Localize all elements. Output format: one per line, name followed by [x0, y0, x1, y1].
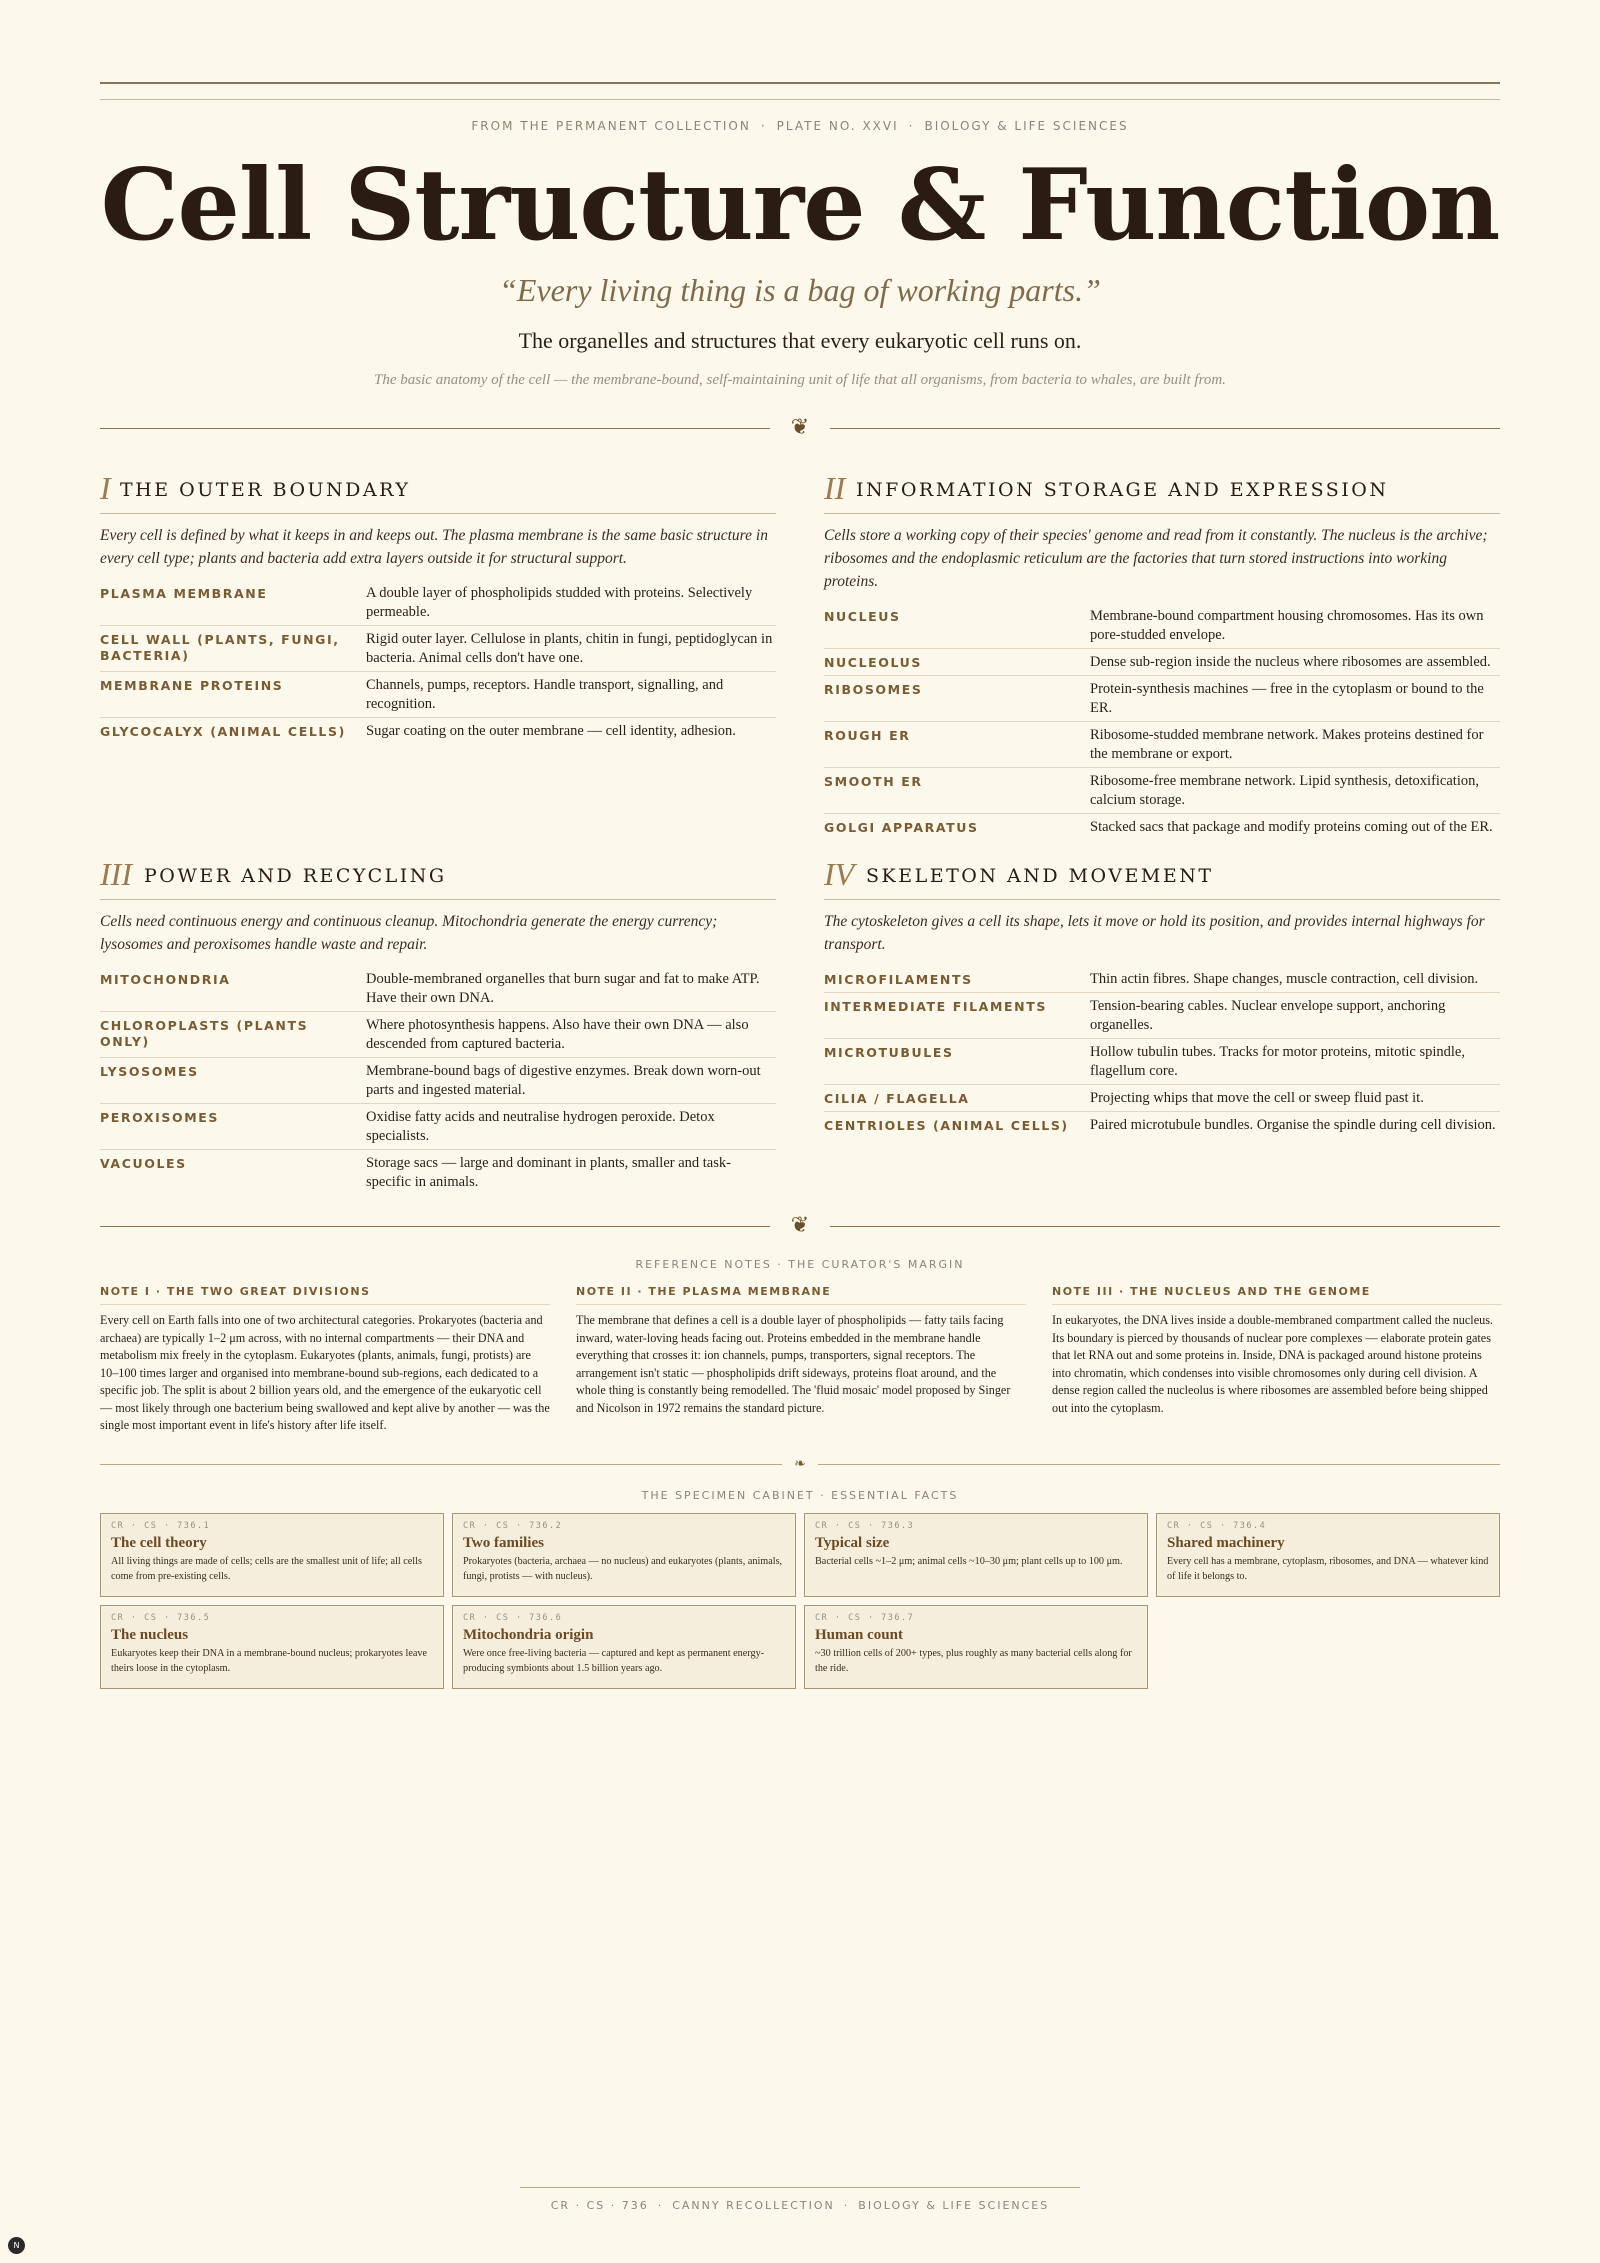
section-numeral: I: [100, 470, 111, 506]
ornament-divider: [100, 414, 1500, 444]
definition-row: [824, 1085, 1500, 1112]
card-description: Eukaryotes keep their DNA in a membrane-bound nucleus; prokaryotes leave theirs loose in the cytoplasm.: [111, 1648, 427, 1674]
definition-row: [824, 1112, 1500, 1138]
card-title: The nucleus: [111, 1627, 189, 1643]
term: ROUGH ER: [824, 728, 911, 743]
definition-row: [100, 626, 776, 672]
epigraph: “Every living thing is a bag of working parts.”: [499, 272, 1101, 308]
term: CELL WALL (PLANTS, FUNGI, BACTERIA): [100, 632, 340, 663]
term: RIBOSOMES: [824, 682, 923, 697]
definition: Tension-bearing cables. Nuclear envelope support, anchoring organelles.: [1090, 998, 1446, 1033]
note-heading: NOTE I · THE TWO GREAT DIVISIONS: [100, 1285, 550, 1305]
footer-subject: BIOLOGY & LIFE SCIENCES: [858, 2199, 1050, 2212]
term: GLYCOCALYX (ANIMAL CELLS): [100, 724, 346, 739]
note-nucleus-genome: [1052, 1285, 1502, 1417]
definition: Channels, pumps, receptors. Handle transport, signalling, and recognition.: [366, 677, 724, 712]
definition: Ribosome-studded membrane network. Makes proteins destined for the membrane or export.: [1090, 727, 1484, 762]
section-intro: Every cell is defined by what it keeps in and keeps out. The plasma membrane is the same basic structure in every cell type; plants and bacteria add extra layers outside it for structural support.: [100, 527, 768, 567]
term: MICROFILAMENTS: [824, 972, 973, 987]
term: MICROTUBULES: [824, 1045, 954, 1060]
definition-list: [100, 580, 776, 744]
fact-card: [804, 1605, 1148, 1689]
definition: Hollow tubulin tubes. Tracks for motor proteins, mitotic spindle, flagellum core.: [1090, 1044, 1465, 1079]
section-intro: Cells store a working copy of their species' genome and read from it constantly. The nucleus is the archive; ribosomes and the endoplasmic reticulum are the factories that turn stored instructions into working proteins.: [824, 527, 1488, 590]
footer-publisher: CANNY RECOLLECTION: [672, 2199, 835, 2212]
section-numeral: IV: [824, 856, 855, 892]
footer-rule: [520, 2187, 1080, 2188]
notes-kicker: REFERENCE NOTES · THE CURATOR'S MARGIN: [635, 1258, 965, 1271]
card-code: CR · CS · 736.4: [1167, 1521, 1267, 1531]
definition-row: [824, 814, 1500, 840]
definition-row: [100, 1012, 776, 1058]
note-plasma-membrane: [576, 1285, 1026, 1417]
definition-row: [100, 966, 776, 1012]
term: PLASMA MEMBRANE: [100, 586, 268, 601]
card-code: CR · CS · 736.6: [463, 1613, 563, 1623]
card-description: Every cell has a membrane, cytoplasm, ribosomes, and DNA — whatever kind of life it belongs to.: [1167, 1556, 1489, 1582]
page-title: Cell Structure & Function: [100, 148, 1500, 263]
definition-row: [824, 966, 1500, 993]
corner-badge-icon[interactable]: N: [8, 2237, 25, 2254]
definition: Protein-synthesis machines — free in the cytoplasm or bound to the ER.: [1090, 681, 1484, 716]
term: GOLGI APPARATUS: [824, 820, 979, 835]
lede: The basic anatomy of the cell — the membrane-bound, self-maintaining unit of life that all organisms, from bacteria to whales, are built from.: [374, 372, 1226, 388]
section-header: [100, 854, 776, 900]
definition: Sugar coating on the outer membrane — cell identity, adhesion.: [366, 723, 736, 739]
definition: Thin actin fibres. Shape changes, muscle contraction, cell division.: [1090, 971, 1479, 987]
cabinet-kicker: THE SPECIMEN CABINET · ESSENTIAL FACTS: [641, 1489, 959, 1502]
term: CENTRIOLES (ANIMAL CELLS): [824, 1118, 1069, 1133]
definition: Membrane-bound bags of digestive enzymes. Break down worn-out parts and ingested material.: [366, 1063, 761, 1098]
term: MITOCHONDRIA: [100, 972, 231, 987]
fact-card: [452, 1605, 796, 1689]
term: MEMBRANE PROTEINS: [100, 678, 284, 693]
poster: [100, 0, 1500, 2263]
top-rule-thin: [100, 99, 1500, 100]
definition-row: [100, 718, 776, 744]
section-header: [100, 468, 776, 514]
definition-row: [824, 722, 1500, 768]
term: NUCLEUS: [824, 609, 901, 624]
fact-card: [100, 1605, 444, 1689]
term: SMOOTH ER: [824, 774, 923, 789]
term: INTERMEDIATE FILAMENTS: [824, 999, 1047, 1014]
definition: Projecting whips that move the cell or sweep fluid past it.: [1090, 1090, 1424, 1106]
section-information-storage: [824, 468, 1500, 840]
section-title: THE OUTER BOUNDARY: [120, 479, 411, 501]
section-title: POWER AND RECYCLING: [144, 865, 447, 887]
fleuron-icon: ❦: [790, 415, 810, 440]
definition: Membrane-bound compartment housing chromosomes. Has its own pore-studded envelope.: [1090, 608, 1484, 643]
card-description: All living things are made of cells; cells are the smallest unit of life; all cells come from pre-existing cells.: [111, 1556, 422, 1582]
definition-row: [100, 672, 776, 718]
kicker-collection: FROM THE PERMANENT COLLECTION: [471, 119, 751, 133]
footer: CR · CS · 736 · CANNY RECOLLECTION · BIOLOGY & LIFE SCIENCES: [550, 2199, 1050, 2212]
section-title: SKELETON AND MOVEMENT: [866, 865, 1214, 887]
card-code: CR · CS · 736.5: [111, 1613, 211, 1623]
definition: Oxidise fatty acids and neutralise hydrogen peroxide. Detox specialists.: [366, 1109, 715, 1144]
fact-card: [1156, 1513, 1500, 1597]
definition-list: [824, 603, 1500, 840]
definition-row: [100, 1104, 776, 1150]
section-intro: Cells need continuous energy and continuous cleanup. Mitochondria generate the energy currency; lysosomes and peroxisomes handle waste and repair.: [100, 913, 718, 953]
section-numeral: III: [100, 856, 132, 892]
section-power-recycling: [100, 854, 776, 1195]
term: VACUOLES: [100, 1156, 187, 1171]
term: PEROXISOMES: [100, 1110, 220, 1125]
section-numeral: II: [824, 470, 846, 506]
term: CILIA / FLAGELLA: [824, 1091, 970, 1106]
kicker-plate: PLATE NO. XXVI: [776, 119, 899, 133]
definition-row: [824, 993, 1500, 1039]
fact-card: [804, 1513, 1148, 1597]
definition-list: [824, 966, 1500, 1138]
small-ornament-divider: [100, 1455, 1500, 1475]
card-title: Mitochondria origin: [463, 1627, 594, 1643]
definition-row: [824, 603, 1500, 649]
definition: Double-membraned organelles that burn sugar and fat to make ATP. Have their own DNA.: [366, 971, 760, 1006]
card-description: Bacterial cells ~1–2 μm; animal cells ~10–30 μm; plant cells up to 100 μm.: [815, 1556, 1123, 1567]
note-body: The membrane that defines a cell is a double layer of phospholipids — fatty tails facing inward, water-loving heads facing out. Proteins embedded in the membrane handle everything that crosses it: ion channels, pumps, transporters, signal receptors. The arrangement isn't static — phospholipids drift sideways, proteins float around, and the whole thing is constantly being remodelled. The 'fluid mosaic' model proposed by Singer and Nicolson in 1972 remains the standard picture.: [576, 1313, 1011, 1415]
note-heading: NOTE III · THE NUCLEUS AND THE GENOME: [1052, 1285, 1502, 1305]
footer-code: CR · CS · 736: [550, 2199, 649, 2212]
section-outer-boundary: [100, 468, 776, 744]
fleuron-icon: ❦: [790, 1213, 810, 1238]
definition-row: [100, 1058, 776, 1104]
definition: Rigid outer layer. Cellulose in plants, chitin in fungi, peptidoglycan in bacteria. Animal cells don't have one.: [366, 631, 773, 666]
card-title: Shared machinery: [1167, 1535, 1285, 1551]
fact-card: [100, 1513, 444, 1597]
note-body: Every cell on Earth falls into one of two architectural categories. Prokaryotes (bacteria and archaea) are typically 1–2 μm across, with no internal compartments — their DNA and metabolism mix freely in the cytoplasm. Eukaryotes (plants, animals, fungi, protists) are 10–100 times larger and organised into membrane-bound sub-regions, each dedicated to a specific job. The split is about 2 billion years old, and the emergence of the eukaryotic cell — most likely through one bacterium being swallowed and kept alive by another — was the single most important event in life's history after life itself.: [100, 1313, 550, 1432]
definition-row: [824, 676, 1500, 722]
definition: Storage sacs — large and dominant in plants, smaller and task-specific in animals.: [366, 1155, 731, 1190]
term: CHLOROPLASTS (PLANTS ONLY): [100, 1018, 309, 1049]
card-description: ~30 trillion cells of 200+ types, plus roughly as many bacterial cells along for the ride.: [815, 1648, 1132, 1674]
card-description: Were once free-living bacteria — captured and kept as permanent energy-producing symbionts about 1.5 billion years ago.: [463, 1648, 765, 1674]
section-intro: The cytoskeleton gives a cell its shape, lets it move or hold its position, and provides internal highways for transport.: [824, 913, 1485, 953]
ornament-divider: [100, 1212, 1500, 1242]
card-title: Human count: [815, 1627, 903, 1643]
card-title: Typical size: [815, 1535, 890, 1551]
definition-row: [824, 768, 1500, 814]
section-skeleton-movement: [824, 854, 1500, 1138]
note-body: In eukaryotes, the DNA lives inside a double-membraned compartment called the nucleus. Its boundary is pierced by thousands of nuclear pore complexes — elaborate protein gates that let RNA out and some proteins in. Inside, DNA is packaged around histone proteins into chromatin, which condenses into visible chromosomes only during cell division. A dense region called the nucleolus is where ribosomes are assembled before being shipped out into the cytoplasm.: [1052, 1313, 1493, 1415]
card-code: CR · CS · 736.1: [111, 1521, 211, 1531]
section-header: [824, 468, 1500, 514]
definition: Ribosome-free membrane network. Lipid synthesis, detoxification, calcium storage.: [1090, 773, 1479, 808]
note-two-divisions: [100, 1285, 550, 1435]
definition: A double layer of phospholipids studded with proteins. Selectively permeable.: [366, 585, 753, 620]
fact-card: [452, 1513, 796, 1597]
card-description: Prokaryotes (bacteria, archaea — no nucleus) and eukaryotes (plants, animals, fungi, protists — with nucleus).: [463, 1556, 783, 1582]
definition-row: [824, 1039, 1500, 1085]
definition-list: [100, 966, 776, 1195]
header-kicker: FROM THE PERMANENT COLLECTION · PLATE NO. XXVI · BIOLOGY & LIFE SCIENCES: [471, 119, 1129, 133]
floral-heart-icon: ❧: [794, 1456, 806, 1472]
term: NUCLEOLUS: [824, 655, 922, 670]
definition-row: [824, 649, 1500, 676]
section-title: INFORMATION STORAGE AND EXPRESSION: [856, 479, 1389, 501]
card-code: CR · CS · 736.2: [463, 1521, 563, 1531]
card-code: CR · CS · 736.3: [815, 1521, 915, 1531]
definition: Dense sub-region inside the nucleus where ribosomes are assembled.: [1090, 654, 1491, 670]
top-rule: [100, 82, 1500, 84]
card-code: CR · CS · 736.7: [815, 1613, 915, 1623]
subtitle: The organelles and structures that every eukaryotic cell runs on.: [518, 328, 1082, 353]
definition-row: [100, 1150, 776, 1195]
note-heading: NOTE II · THE PLASMA MEMBRANE: [576, 1285, 1026, 1305]
definition: Paired microtubule bundles. Organise the spindle during cell division.: [1090, 1117, 1496, 1133]
term: LYSOSOMES: [100, 1064, 199, 1079]
card-title: Two families: [463, 1535, 544, 1551]
kicker-subject: BIOLOGY & LIFE SCIENCES: [924, 119, 1129, 133]
definition: Stacked sacs that package and modify proteins coming out of the ER.: [1090, 819, 1493, 835]
definition: Where photosynthesis happens. Also have their own DNA — also descended from captured bacteria.: [366, 1017, 749, 1052]
section-header: [824, 854, 1500, 900]
card-title: The cell theory: [111, 1535, 207, 1551]
definition-row: [100, 580, 776, 626]
